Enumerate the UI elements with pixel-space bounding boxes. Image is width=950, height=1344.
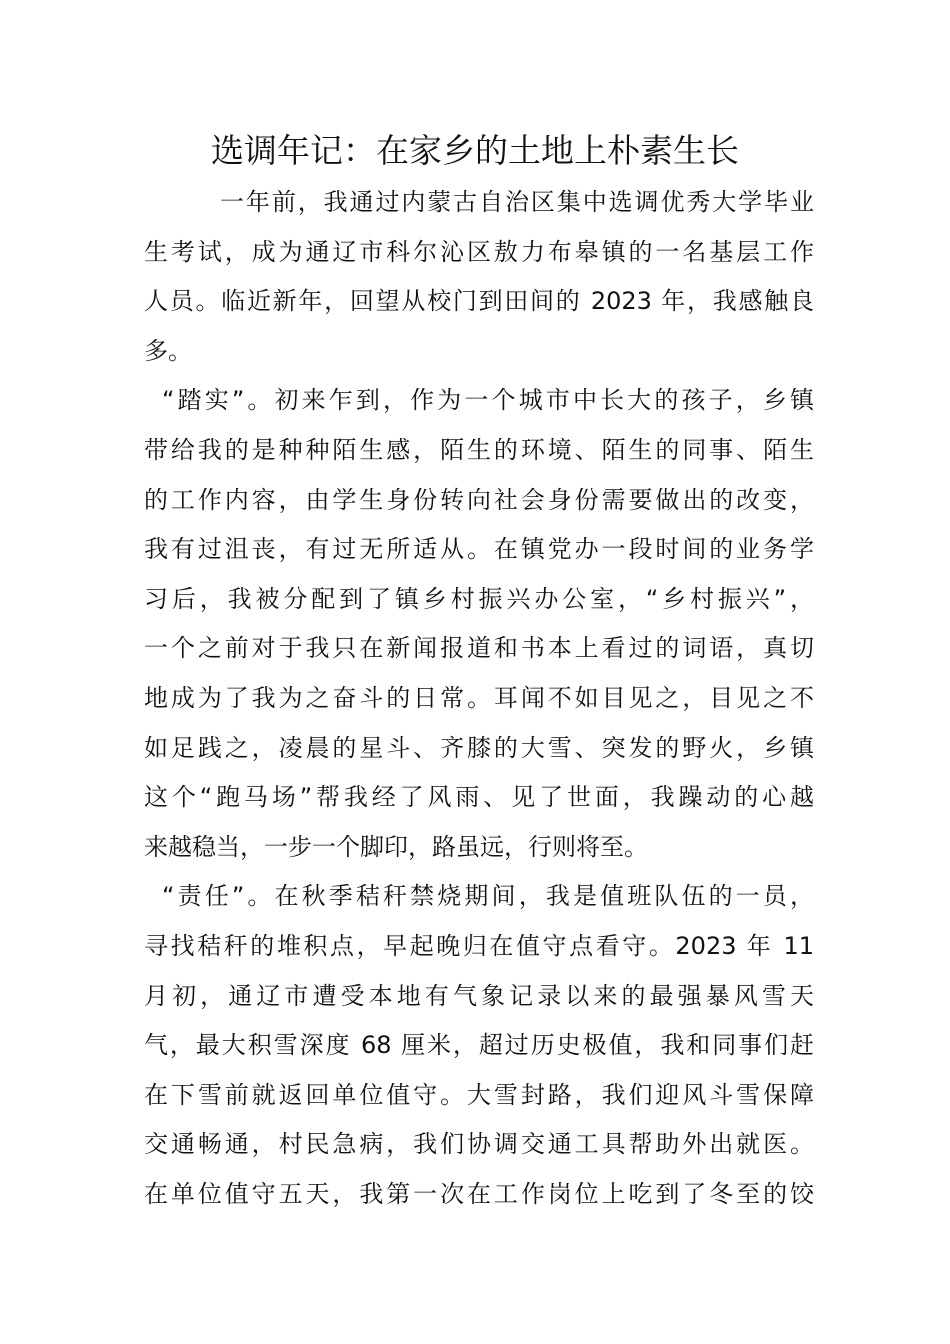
paragraph-line: 如足践之，凌晨的星斗、齐膝的大雪、突发的野火，乡镇 bbox=[144, 733, 814, 762]
paragraph-line: 交通畅通，村民急病，我们协调交通工具帮助外出就医。 bbox=[144, 1130, 814, 1159]
paragraph-line: 生考试，成为通辽市科尔沁区敖力布皋镇的一名基层工作 bbox=[144, 237, 814, 266]
paragraph-line: 我有过沮丧，有过无所适从。在镇党办一段时间的业务学 bbox=[144, 535, 814, 564]
paragraph-line: “责任”。在秋季秸秆禁烧期间，我是值班队伍的一员， bbox=[162, 882, 814, 911]
paragraph-line: 月初，通辽市遭受本地有气象记录以来的最强暴风雪天 bbox=[144, 981, 814, 1010]
paragraph-line: 一年前，我通过内蒙古自治区集中选调优秀大学毕业 bbox=[220, 188, 814, 216]
document-title: 选调年记：在家乡的土地上朴素生长 bbox=[211, 131, 739, 170]
paragraph-line: “踏实”。初来乍到，作为一个城市中长大的孩子，乡镇 bbox=[162, 386, 814, 415]
paragraph-line: 一个之前对于我只在新闻报道和书本上看过的词语，真切 bbox=[144, 634, 814, 663]
paragraph-line: 这个“跑马场”帮我经了风雨、见了世面，我躁动的心越 bbox=[144, 783, 814, 812]
paragraph-line: 习后，我被分配到了镇乡村振兴办公室，“乡村振兴”， bbox=[144, 584, 814, 613]
paragraph-line: 在单位值守五天，我第一次在工作岗位上吃到了冬至的饺 bbox=[144, 1179, 814, 1208]
paragraph-line: 带给我的是种种陌生感，陌生的环境、陌生的同事、陌生 bbox=[144, 435, 814, 464]
paragraph-line: 地成为了我为之奋斗的日常。耳闻不如目见之，目见之不 bbox=[144, 683, 814, 712]
document-body bbox=[144, 178, 814, 1219]
paragraph-line: 寻找秸秆的堆积点，早起晚归在值守点看守。2023 年 11 bbox=[144, 931, 814, 960]
paragraph-line: 来越稳当，一步一个脚印，路虽远，行则将至。 bbox=[144, 832, 648, 861]
paragraph-line: 气，最大积雪深度 68 厘米，超过历史极值，我和同事们赶 bbox=[144, 1031, 814, 1060]
paragraph-line: 的工作内容，由学生身份转向社会身份需要做出的改变， bbox=[144, 485, 814, 514]
paragraph-line: 多。 bbox=[144, 336, 192, 365]
paragraph-line: 人员。临近新年，回望从校门到田间的 2023 年，我感触良 bbox=[144, 287, 814, 316]
paragraph-line: 在下雪前就返回单位值守。大雪封路，我们迎风斗雪保障 bbox=[144, 1080, 814, 1109]
